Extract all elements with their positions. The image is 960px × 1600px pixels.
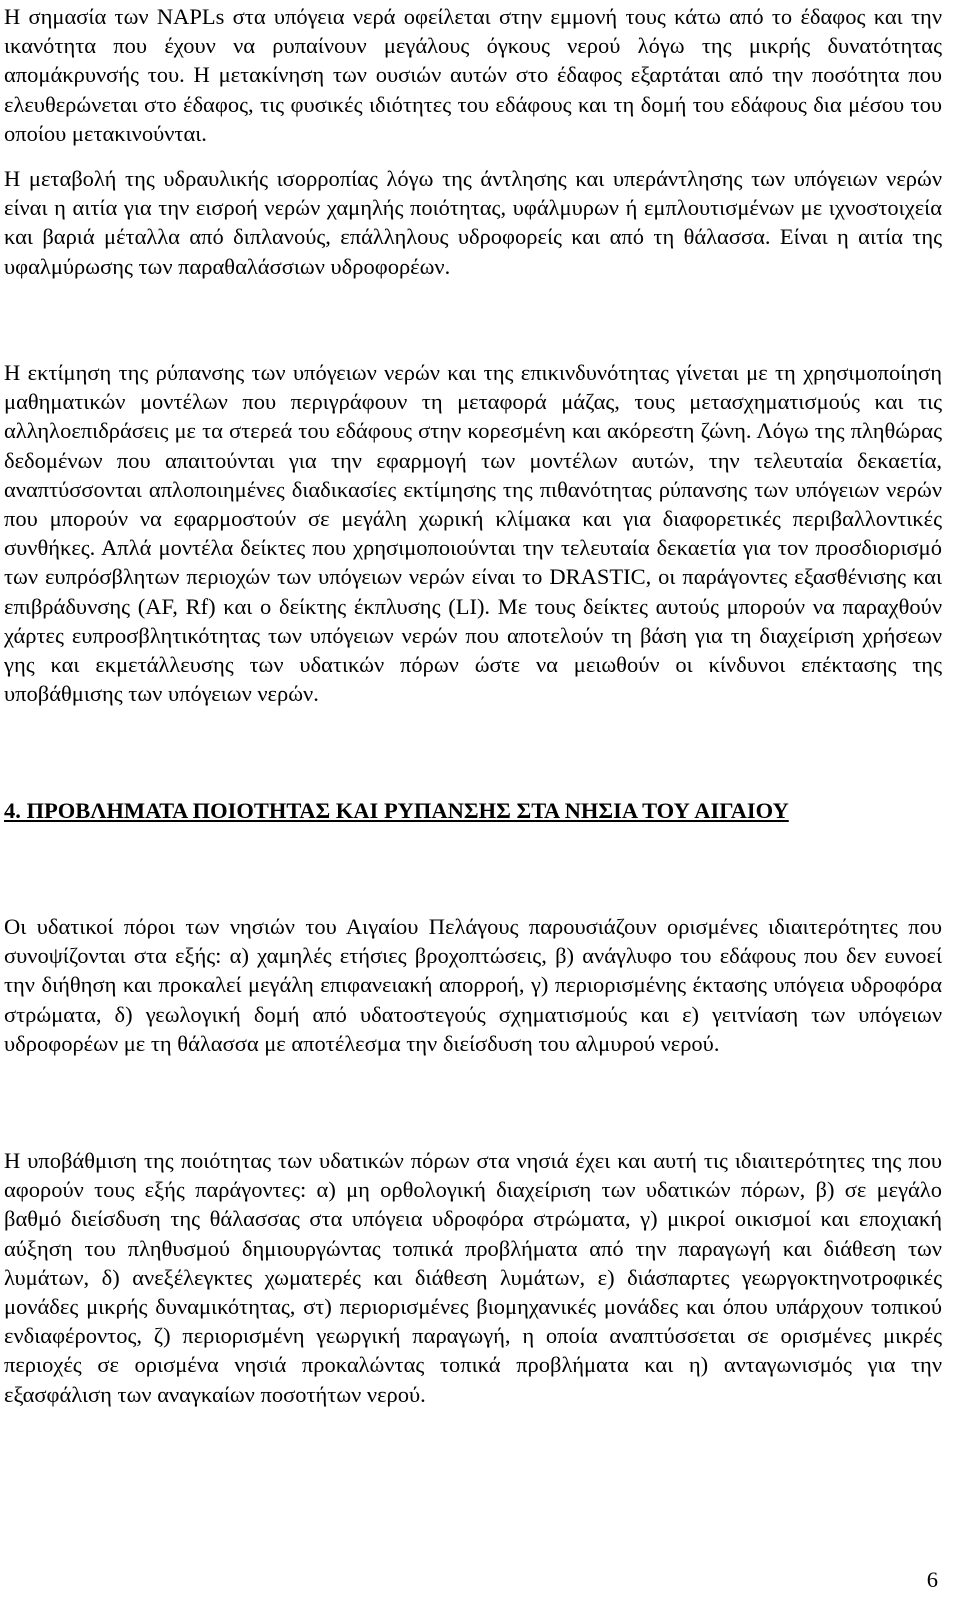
paragraph-pollution-assessment: Η εκτίμηση της ρύπανσης των υπόγειων νερών και της επικινδυνότητας γίνεται με τη χρησιμοποίηση μαθηματικών μοντέλων που περιγράφουν τη μεταφορά μάζας, τους μετασχηματισμούς και τις αλληλοεπιδράσεις με τα στερεά του εδάφους στην κορεσμένη και ακόρεστη ζώνη. Λόγω της πληθώρας δεδομένων που απαιτούνται για την εφαρμογή των μοντέλων αυτών, την τελευταία δεκαετία, αναπτύσσονται απλοποιημένες διαδικασίες εκτίμησης της πιθανότητας ρύπανσης των υπόγειων νερών που μπορούν να εφαρμοστούν σε μεγάλη χωρική κλίμακα και για διαφορετικές περιβαλλοντικές συνθήκες. Απλά μοντέλα δείκτες που χρησιμοποιούνται την τελευταία δεκαετία για τον προσδιορισμό των ευπρόσβλητων περιοχών των υπόγειων νερών είναι το DRASTIC, οι παράγοντες εξασθένισης και επιβράδυνσης (AF, Rf) και ο δείκτης έκπλυσης (LI). Με τους δείκτες αυτούς μπορούν να παραχθούν χάρτες ευπροσβλητικότητας των υπόγειων νερών που αποτελούν τη βάση για τη διαχείριση χρήσεων γης και εκμετάλλευσης των υδατικών πόρων ώστε να μειωθούν οι κίνδυνοι επέκτασης της υποβάθμισης των υπόγειων νερών.	[4, 360, 942, 707]
paragraph-quality-degradation: Η υποβάθμιση της ποιότητας των υδατικών πόρων στα νησιά έχει και αυτή τις ιδιαιτερότητες της που αφορούν τους εξής παράγοντες: α) μη ορθολογική διαχείριση των υδατικών πόρων, β) σε μεγάλο βαθμό διείσδυση της θάλασσας στα υπόγεια υδροφόρα στρώματα, γ) μικροί οικισμοί και εποχιακή αύξηση του πληθυσμού δημιουργώντας τοπικά προβλήματα από την παραγωγή και διάθεση των λυμάτων, δ) ανεξέλεγκτες χωματερές και διάθεση λυμάτων, ε) διάσπαρτες γεωργοκτηνοτροφικές μονάδες μικρής δυναμικότητας, στ) περιορισμένες βιομηχανικές μονάδες και όπου υπάρχουν τοπικού ενδιαφέροντος, ζ) περιορισμένη γεωργική παραγωγή, η οποία αναπτύσσεται σε ορισμένες μικρές περιοχές σε ορισμένα νησιά προκαλώντας τοπικά προβλήματα και η) ανταγωνισμός για την εξασφάλιση των αναγκαίων ποσοτήτων νερού.	[4, 1148, 942, 1407]
paragraph-aegean-water-resources: Οι υδατικοί πόροι των νησιών του Αιγαίου Πελάγους παρουσιάζουν ορισμένες ιδιαιτερότητες που συνοψίζονται στα εξής: α) χαμηλές ετήσιες βροχοπτώσεις, β) ανάγλυφο του εδάφους που δεν ευνοεί την διήθηση και προκαλεί μεγάλη επιφανειακή απορροή, γ) περιορισμένης έκτασης υπόγεια υδροφόρα στρώματα, δ) γεωλογική δομή από υδατοστεγούς σχηματισμούς και ε) γειτνίαση των υπόγειων υδροφορέων με τη θάλασσα με αποτέλεσμα την διείσδυση του αλμυρού νερού.	[4, 914, 942, 1056]
paragraph-napls-importance: Η σημασία των NAPLs στα υπόγεια νερά οφείλεται στην εμμονή τους κάτω από το έδαφος και την ικανότητα που έχουν να ρυπαίνουν μεγάλους όγκους νερού λόγω της μικρής δυνατότητας απομάκρυνσής του. Η μετακίνηση των ουσιών αυτών στο έδαφος εξαρτάται από την ποσότητα που ελευθερώνεται στο έδαφος, τις φυσικές ιδιότητες του εδάφους και τη δομή του εδάφους δια μέσου του οποίου μετακινούνται.	[4, 4, 942, 146]
section-heading: 4. ΠΡΟΒΛΗΜΑΤΑ ΠΟΙΟΤΗΤΑΣ ΚΑΙ ΡΥΠΑΝΣΗΣ ΣΤΑ ΝΗΣΙΑ ΤΟΥ ΑΙΓΑΙΟΥ	[4, 798, 789, 823]
paragraph-hydraulic-balance: Η μεταβολή της υδραυλικής ισορροπίας λόγω της άντλησης και υπεράντλησης των υπόγειων νερών είναι η αιτία για την εισροή νερών χαμηλής ποιότητας, υφάλμυρων ή εμπλουτισμένων με ιχνοστοιχεία και βαριά μέταλλα από διπλανούς, επάλληλους υδροφορείς και από τη θάλασσα. Είναι η αιτία της υφαλμύρωσης των παραθαλάσσιων υδροφορέων.	[4, 166, 942, 279]
page-number: 6	[926, 1567, 938, 1592]
